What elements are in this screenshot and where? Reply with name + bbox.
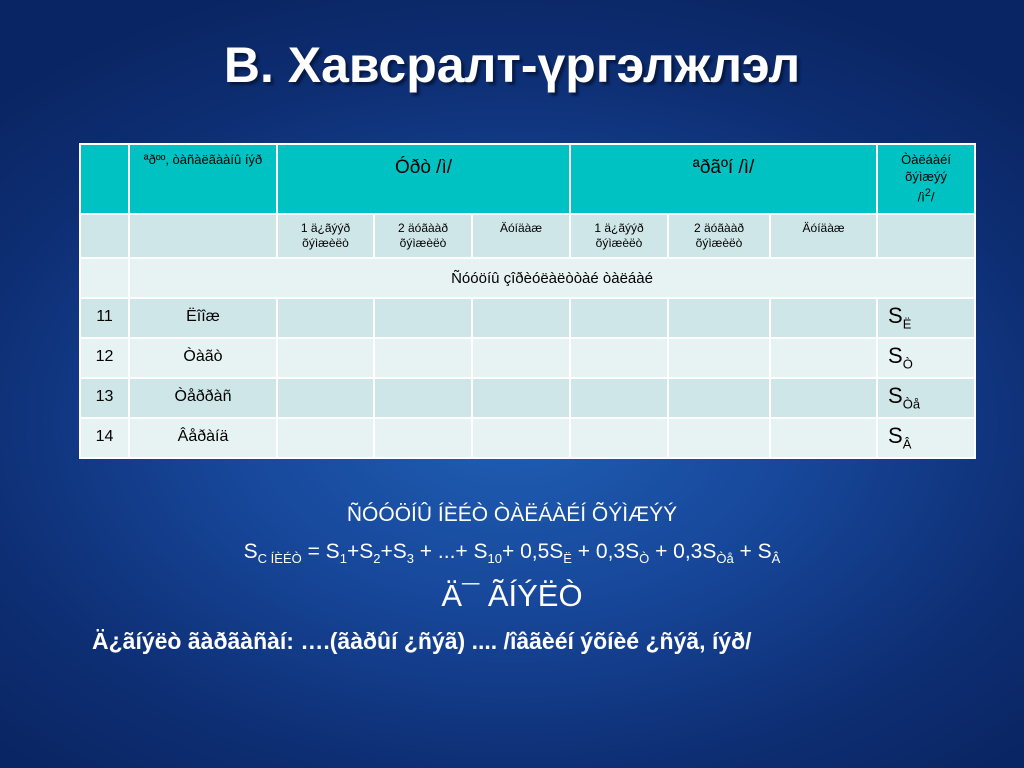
formula-equation: $S_{C ÍÈÉÒ} = S_1+S_2+S_3$ + ...+ $S_{10}+ 0,5S_Ë + 0,3S_Ò + 0,3S_{Òå} + S_Â$ xyxy=(243,540,781,567)
row-input-cell[interactable] xyxy=(570,378,668,418)
header-length-cell: Óðò /ì/ xyxy=(277,144,570,214)
row-input-cell[interactable] xyxy=(472,378,570,418)
length-second-measure: 2 äóãààð õýìæèëò xyxy=(374,214,472,258)
row-input-cell[interactable] xyxy=(770,418,877,458)
row-input-cell[interactable] xyxy=(770,298,877,338)
row-input-cell[interactable] xyxy=(668,418,770,458)
row-input-cell[interactable] xyxy=(472,418,570,458)
table-header-row xyxy=(80,144,975,214)
row-input-cell[interactable] xyxy=(277,298,374,338)
table-row xyxy=(80,418,975,458)
row-input-cell[interactable] xyxy=(770,378,877,418)
slide-title: B. Хавсралт-үргэлжлэл xyxy=(223,37,801,93)
row-number: 12 xyxy=(80,338,129,378)
table-subheader-row xyxy=(80,214,975,258)
row-input-cell[interactable] xyxy=(277,378,374,418)
table-row xyxy=(80,298,975,338)
row-input-cell[interactable] xyxy=(770,338,877,378)
row-number: 14 xyxy=(80,418,129,458)
header-num-cell xyxy=(80,144,129,214)
table-row xyxy=(80,378,975,418)
header-name-cell: ªðºº, òàñàëãààíû íýð xyxy=(129,144,277,214)
formula-heading: ÑÓÓÖÍÛ ÍÈÉÒ ÒÀËÁÀÉÍ ÕÝÌÆÝÝ xyxy=(346,503,678,526)
row-number: 11 xyxy=(80,298,129,338)
row-input-cell[interactable] xyxy=(374,298,472,338)
row-input-cell[interactable] xyxy=(668,378,770,418)
length-first-measure: 1 ä¿ãýýð õýìæèëò xyxy=(277,214,374,258)
row-input-cell[interactable] xyxy=(374,378,472,418)
row-input-cell[interactable] xyxy=(374,418,472,458)
header-area-cell: Òàëáàéí õýìæýý $/ì^2/$ xyxy=(877,144,975,214)
row-area: $S_{Òå}$ xyxy=(877,378,975,418)
header-width-cell: ªðãºí /ì/ xyxy=(570,144,877,214)
row-area: $S_Â$ xyxy=(877,418,975,458)
row-name: Òàãò xyxy=(129,338,277,378)
row-name: Òåððàñ xyxy=(129,378,277,418)
length-average: Äóíäàæ xyxy=(472,214,570,258)
row-number: 13 xyxy=(80,378,129,418)
table-row xyxy=(80,338,975,378)
row-input-cell[interactable] xyxy=(277,418,374,458)
formula-total: Ä¯ ÃÍÝËÒ xyxy=(441,578,583,613)
width-first-measure: 1 ä¿ãýýð õýìæèëò xyxy=(570,214,668,258)
row-area: $S_Ò$ xyxy=(877,338,975,378)
width-average: Äóíäàæ xyxy=(770,214,877,258)
row-input-cell[interactable] xyxy=(570,298,668,338)
area-table xyxy=(79,143,976,459)
row-input-cell[interactable] xyxy=(570,418,668,458)
row-input-cell[interactable] xyxy=(472,298,570,338)
section-row xyxy=(80,258,975,298)
row-input-cell[interactable] xyxy=(277,338,374,378)
row-input-cell[interactable] xyxy=(668,298,770,338)
row-input-cell[interactable] xyxy=(570,338,668,378)
signature-note: Ä¿ãíýëò ãàðãàñàí: ….(ãàðûí ¿ñýã) .... /îâãèéí ýõíèé ¿ñýã, íýð/ xyxy=(92,628,752,654)
row-name: Ëîîæ xyxy=(129,298,277,338)
row-name: Âåðàíä xyxy=(129,418,277,458)
row-input-cell[interactable] xyxy=(472,338,570,378)
section-label: Ñóóöíû çîðèóëàëòòàé òàëáàé xyxy=(129,258,975,298)
row-area: $S_Ë$ xyxy=(877,298,975,338)
row-input-cell[interactable] xyxy=(374,338,472,378)
width-second-measure: 2 äóãààð õýìæèëò xyxy=(668,214,770,258)
row-input-cell[interactable] xyxy=(668,338,770,378)
